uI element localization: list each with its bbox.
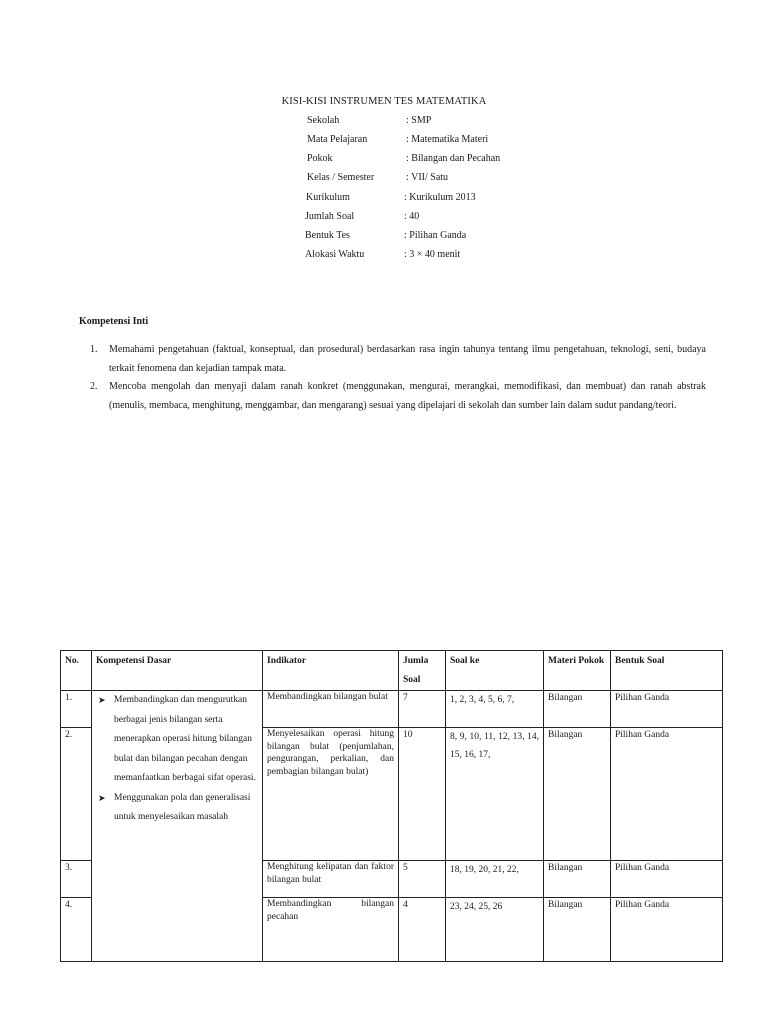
table-header-row	[61, 651, 723, 691]
cell-no: 2.	[61, 728, 92, 861]
arrowhead-bullet-icon: ➤	[98, 792, 106, 803]
cell-materi: Bilangan	[544, 898, 611, 962]
kompetensi-inti-item-2	[90, 377, 706, 415]
cell-indikator: Menghitung kelipatan dan faktor bilangan bulat	[263, 861, 399, 898]
meta-label: Sekolah	[307, 115, 340, 126]
meta-label: Jumlah Soal	[305, 211, 355, 222]
meta-value: : 40	[404, 211, 420, 222]
cell-materi: Bilangan	[544, 861, 611, 898]
kompetensi-dasar-item	[96, 789, 258, 828]
kompetensi-dasar-item	[96, 691, 258, 789]
header-materi-pokok: Materi Pokok	[544, 651, 611, 691]
meta-value: : 3 × 40 menit	[404, 249, 461, 260]
item-number: 2.	[90, 381, 98, 392]
kompetensi-dasar-list	[96, 691, 258, 828]
kompetensi-dasar-text: Membandingkan dan mengurutkan berbagai jenis bilangan serta menerapkan operasi hitung bilangan bulat dan bilangan pecahan dengan memanfaatkan berbagai sifat operasi.	[114, 695, 256, 783]
cell-jumlah: 5	[399, 861, 446, 898]
meta-value: : Matematika Materi	[406, 134, 489, 145]
item-number: 1.	[90, 344, 98, 355]
cell-soal-ke: 18, 19, 20, 21, 22,	[446, 861, 544, 898]
header-kompetensi-dasar: Kompetensi Dasar	[92, 651, 263, 691]
cell-indikator: Membandingkan bilangan bulat	[263, 691, 399, 728]
kisi-kisi-table	[60, 650, 723, 962]
table-row	[61, 691, 723, 728]
cell-bentuk: Pilihan Ganda	[611, 728, 723, 861]
meta-label: Kurikulum	[306, 192, 350, 203]
cell-jumlah: 10	[399, 728, 446, 861]
meta-value: : SMP	[406, 115, 432, 126]
cell-soal-ke: 8, 9, 10, 11, 12, 13, 14, 15, 16, 17,	[446, 728, 544, 861]
meta-value: : VII/ Satu	[406, 172, 449, 183]
item-text: Mencoba mengolah dan menyaji dalam ranah konkret (menggunakan, mengurai, merangkai, memodifikasi, dan membuat) dan ranah abstrak (menulis, membaca, menghitung, menggambar, dan mengarang) sesuai yang dipelajari di sekolah dan sumber lain dalam sudut pandang/teori.	[109, 381, 706, 411]
meta-value: : Pilihan Ganda	[404, 230, 467, 241]
kompetensi-dasar-text: Menggunakan pola dan generalisasi untuk menyelesaikan masalah	[114, 792, 251, 822]
cell-bentuk: Pilihan Ganda	[611, 898, 723, 962]
meta-label: Pokok	[307, 153, 333, 164]
meta-label: Kelas / Semester	[307, 172, 375, 183]
cell-materi: Bilangan	[544, 728, 611, 861]
kompetensi-inti-heading: Kompetensi Inti	[79, 316, 149, 327]
cell-indikator: Membandingkan bilangan pecahan	[263, 898, 399, 962]
header-indikator: Indikator	[263, 651, 399, 691]
cell-bentuk: Pilihan Ganda	[611, 861, 723, 898]
kompetensi-inti-item-1	[90, 340, 706, 378]
meta-label: Alokasi Waktu	[305, 249, 365, 260]
meta-label: Bentuk Tes	[305, 230, 350, 241]
item-text: Memahami pengetahuan (faktual, konseptual, dan prosedural) berdasarkan rasa ingin tahunya tentang ilmu pengetahuan, teknologi, seni, budaya terkait fenomena dan kejadian tampak mata.	[109, 344, 706, 374]
arrowhead-bullet-icon: ➤	[98, 695, 106, 705]
header-no: No.	[61, 651, 92, 691]
header-soal-ke: Soal ke	[446, 651, 544, 691]
cell-jumlah: 4	[399, 898, 446, 962]
cell-materi: Bilangan	[544, 691, 611, 728]
header-jumlah-soal: Jumla Soal	[399, 651, 446, 691]
cell-bentuk: Pilihan Ganda	[611, 691, 723, 728]
cell-soal-ke: 23, 24, 25, 26	[446, 898, 544, 962]
header-bentuk-soal: Bentuk Soal	[611, 651, 723, 691]
cell-kompetensi-dasar	[92, 691, 263, 962]
cell-no: 4.	[61, 898, 92, 962]
cell-soal-ke: 1, 2, 3, 4, 5, 6, 7,	[446, 691, 544, 728]
meta-value: : Kurikulum 2013	[404, 192, 476, 203]
cell-jumlah: 7	[399, 691, 446, 728]
cell-indikator: Menyelesaikan operasi hitung bilangan bulat (penjumlahan, pengurangan, perkalian, dan pembagian bilangan bulat)	[263, 728, 399, 861]
document-title: KISI-KISI INSTRUMEN TES MATEMATIKA	[281, 96, 487, 107]
cell-no: 3.	[61, 861, 92, 898]
cell-no: 1.	[61, 691, 92, 728]
meta-value: : Bilangan dan Pecahan	[406, 153, 501, 164]
meta-label: Mata Pelajaran	[307, 134, 368, 145]
